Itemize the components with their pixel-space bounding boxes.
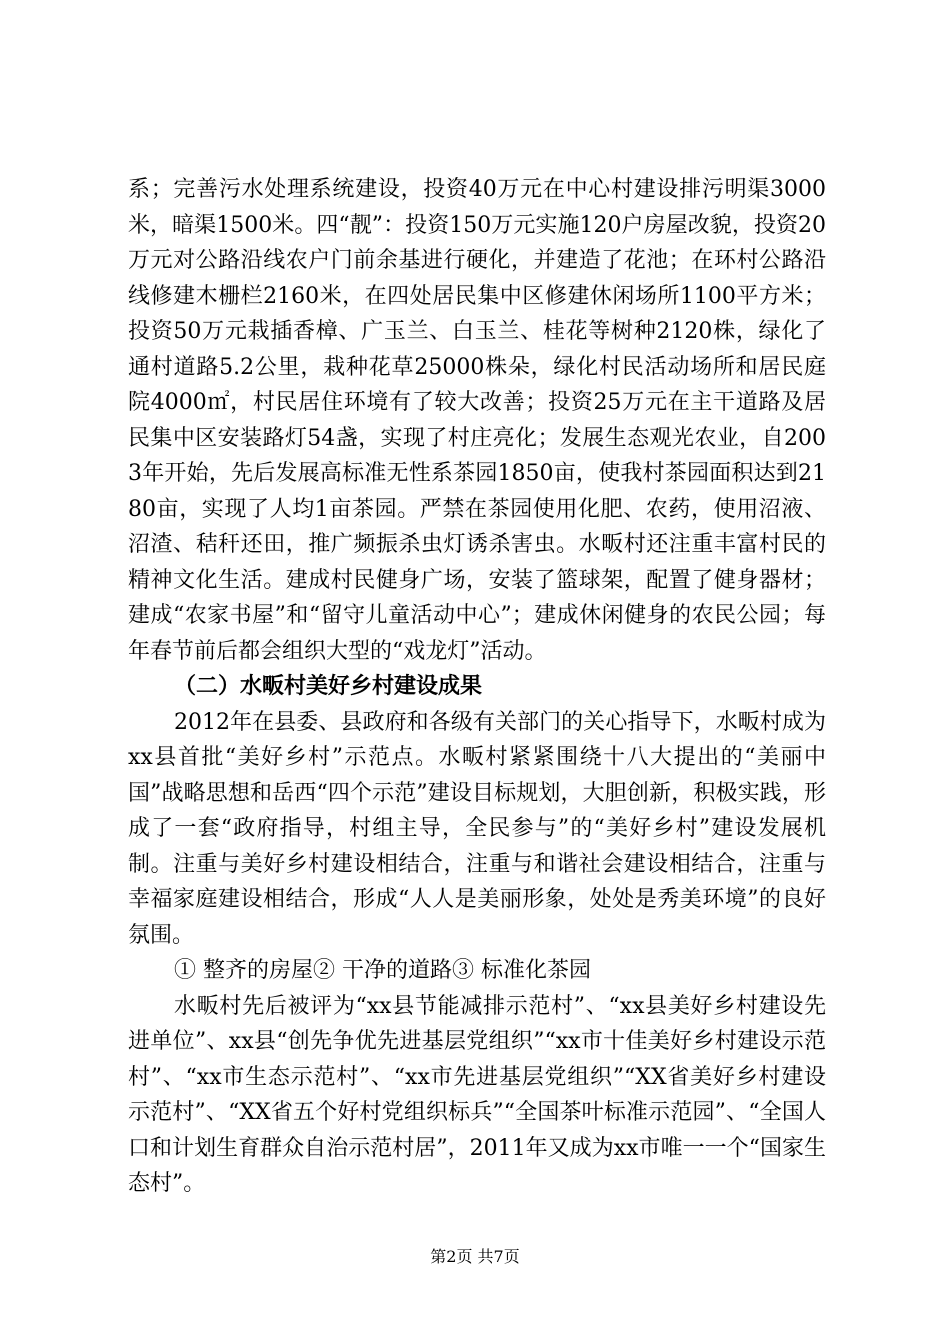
document-body (128, 172, 826, 1202)
paragraph-environment: 系；完善污水处理系统建设，投资40万元在中心村建设排污明渠3000米，暗渠1500米。四“靓”：投资150万元实施120户房屋改貌，投资20万元对公路沿线农户门前余基进行硬化，并建造了花池；在环村公路沿线修建木栅栏2160米，在四处居民集中区修建休闲场所1100平方米；投资50万元栽插香樟、广玉兰、白玉兰、桂花等树种2120株，绿化了通村道路5.2公里，栽种花草25000株朵，绿化村民活动场所和居民庭院4000㎡，村民居住环境有了较大改善；投资25万元在主干道路及居民集中区安装路灯54盏，实现了村庄亮化；发展生态观光农业，自2003年开始，先后发展高标准无性系茶园1850亩，使我村茶园面积达到2180亩，实现了人均1亩茶园。严禁在茶园使用化肥、农药，使用沼液、沼渣、秸秆还田，推广频振杀虫灯诱杀害虫。水畈村还注重丰富村民的精神文化生活。建成村民健身广场，安装了篮球架，配置了健身器材；建成“农家书屋”和“留守儿童活动中心”；建成休闲健身的农民公园；每年春节前后都会组织大型的“戏龙灯”活动。 (128, 177, 826, 664)
page-number: 第2页 共7页 (430, 1247, 520, 1266)
paragraph-achievements: 2012年在县委、县政府和各级有关部门的关心指导下，水畈村成为xx县首批“美好乡村”示范点。水畈村紧紧围绕十八大提出的“美丽中国”战略思想和岳西“四个示范”建设目标规划，大胆创新，积极实践，形成了一套“政府指导，村组主导，全民参与”的“美好乡村”建设发展机制。注重与美好乡村建设相结合，注重与和谐社会建设相结合，注重与幸福家庭建设相结合，形成“人人是美丽形象，处处是秀美环境”的良好氛围。 (128, 709, 826, 948)
paragraph-honors: 水畈村先后被评为“xx县节能减排示范村”、“xx县美好乡村建设先进单位”、xx县“创先争优先进基层党组织”“xx市十佳美好乡村建设示范村”、“xx市生态示范村”、“xx市先进基层党组织”“XX省美好乡村建设示范村”、“XX省五个好村党组织标兵”“全国茶叶标准示范园”、“全国人口和计划生育群众自治示范村居”，2011年又成为xx市唯一一个“国家生态村”。 (128, 993, 826, 1196)
photo-captions: ① 整齐的房屋② 干净的道路③ 标准化茶园 (174, 958, 591, 983)
section-heading: （二）水畈村美好乡村建设成果 (174, 674, 483, 699)
